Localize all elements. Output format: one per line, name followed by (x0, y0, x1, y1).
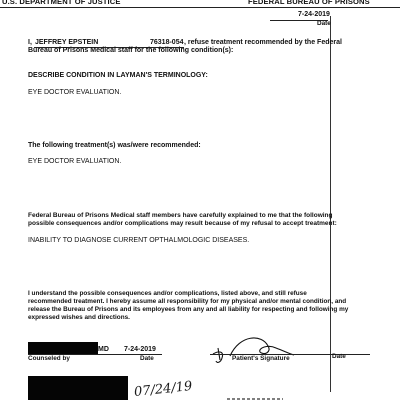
ack-line-3: release the Bureau of Prisons and its employees from any and all liability for respecting and following my (28, 306, 349, 313)
form-date-value: 7-24-2019 (298, 11, 330, 18)
treatment-text: EYE DOCTOR EVALUATION. (28, 158, 122, 165)
refusal-line-1: , refuse treatment recommended by the Federal (184, 39, 342, 46)
patient-name: JEFFREY EPSTEIN (35, 39, 99, 46)
form-date-label: Date (317, 20, 331, 27)
counselor-date-value: 7-24-2019 (124, 346, 156, 353)
witness-name-redaction (28, 376, 128, 400)
patient-signature-scribble (210, 330, 330, 370)
refusal-prefix: I, (28, 39, 32, 46)
consequence-text: INABILITY TO DIAGNOSE CURRENT OPTHALMOLOGIC DISEASES. (28, 237, 250, 244)
register-number: 76318-054 (150, 39, 184, 46)
consequence-line-1: Federal Bureau of Prisons Medical staff members have carefully explained to me that the following (28, 212, 333, 219)
patient-date-label: Date (332, 353, 346, 360)
right-margin-line (330, 16, 331, 392)
ack-line-1: I understand the possible consequences and/or complications, listed above, and still refuse (28, 290, 307, 297)
ack-line-2: recommended treatment. I hereby assume all responsibility for my physical and/or mental condition, and (28, 298, 347, 305)
consequence-line-2: possible consequences and/or complications may result because of my refusal to accept treatment: (28, 220, 337, 227)
condition-text: EYE DOCTOR EVALUATION. (28, 89, 122, 96)
header-rule (0, 7, 400, 8)
counseled-by-label: Counseled by (28, 355, 70, 362)
counselor-suffix: MD (98, 346, 109, 353)
ack-line-4: expressed wishes and directions. (28, 314, 130, 321)
condition-heading: DESCRIBE CONDITION IN LAYMAN'S TERMINOLOGY: (28, 72, 208, 79)
counselor-date-label: Date (140, 355, 154, 362)
witness-date-handwritten: 07/24/19 (133, 378, 194, 401)
agency-name: U.S. DEPARTMENT OF JUSTICE (2, 0, 121, 6)
patient-signature-label: Patient's Signature (232, 355, 290, 362)
bureau-name: FEDERAL BUREAU OF PRISONS (248, 0, 370, 6)
refusal-line-2: Bureau of Prisons Medical staff for the following condition(s): (28, 47, 234, 54)
counselor-name-redaction (28, 342, 98, 354)
cut-off-text-artifact (225, 393, 285, 405)
treatment-heading: The following treatment(s) was/were recommended: (28, 142, 201, 149)
